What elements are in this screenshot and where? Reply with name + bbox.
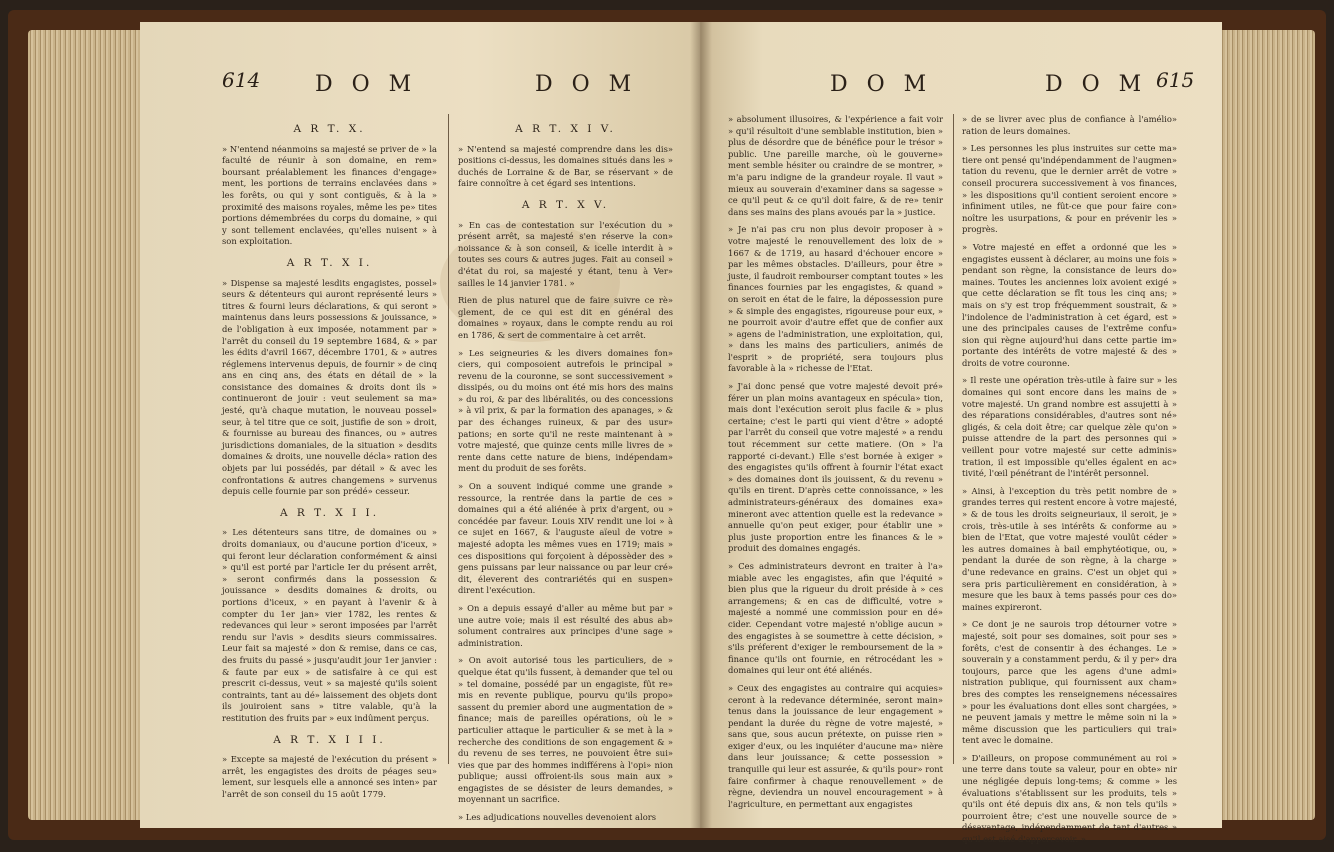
article-heading: A R T. X I I I. (273, 733, 386, 746)
article-heading: A R T. X I. (286, 256, 373, 269)
paragraph: » Je n'ai pas cru non plus devoir proposer à » votre majesté le renouvellement des loix de » 1667 & de 1719, au hasard d'échouer encore » par les mêmes obstacles. D'ailleurs, pour être » juste, il faudroit rembourser comptant toutes » les finances fournies par les engagistes, & quand » on seroit en état de le faire, la dépossession pure » & simple des engagistes, rigoureuse pour eux, » ne pourroit avoir d'autre effet que de confier aux » agens de l'administration, une exploitation, qui, » dans les mains des particuliers, animés de l'esprit » de propriété, sera toujours plus favorable à la » richesse de l'Etat. (728, 224, 943, 374)
paragraph: » N'entend sa majesté comprendre dans les dis» positions ci-dessus, les domaines situés dans les » duchés de Lorraine & de Bar, se réservant » de faire connoître à cet égard ses intentions. (458, 143, 673, 189)
article-heading: A R T. X. (293, 123, 366, 135)
book-gutter (690, 22, 712, 828)
column-rule (953, 114, 954, 764)
paragraph: » On avoit autorisé tous les particuliers, de » quelque état qu'ils fussent, à demander que tel ou » tel domaine, possédé par un engagiste, fût re» mis en revente publique, pourvu qu'ils propo» sassent du premier abord une augmentation de » finance; mais de pareilles opérations, où le » particulier attaque le particulier & se met à la » recherche des conditions de son engagement & » du revenu de ses terres, ne pouvoient être sui» vies que par des hommes indifférens à l'opi» nion publique; aussi offroient-ils sous main aux » engagistes de se désister de leurs demandes, » moyennant un sacrifice. (458, 655, 673, 805)
paragraph: » absolument illusoires, & l'expérience a fait voir » qu'il résultoit d'une semblable institution, bien » plus de désordre que de bénéfice pour le trésor » public. Une pareille marche, où le gouverne» ment semble hésiter ou craindre de se montrer, » m'a paru indigne de la grandeur royale. Il vaut » mieux au souverain d'examiner dans sa sagesse » ce qu'il peut & ce qu'il doit faire, & de re» tenir dans ses mains des plans avoués par la » justice. (728, 114, 943, 217)
text-column (458, 114, 673, 830)
left-page (140, 22, 700, 828)
text-column (222, 114, 437, 806)
article-heading: A R T. X V. (521, 198, 610, 211)
running-head: D O M (830, 72, 933, 97)
running-head: D O M (535, 72, 638, 97)
paragraph: » Il reste une opération très-utile à faire sur » les domaines qui sont encore dans les mains de » votre majesté. Un grand nombre est assujetti à » des réparations considérables, d'autres sont né» gligés, & cela doit être; car quelque zèle qu'on » puisse attendre de la part des personnes qui » veillent pour votre majesté sur cette adminis» tration, il est impossible qu'elles égalent en ac» tivité, l'œil pénétrant de l'intérêt personnel. (962, 375, 1177, 479)
page-number-right: 615 (1156, 68, 1195, 92)
paragraph: » N'entend néanmoins sa majesté se priver de » la faculté de réunir à son domaine, en rem» boursant préalablement les finances d'engage» ment, les portions de terrains enclavées dans » les forêts, ou qui y sont contiguës, & à la » proximité des maisons royales, même les pe» tites portions démembrées du corps du domaine, » qui y sont tellement enclavées, qu'elles nuisent » à son exploitation. (222, 143, 437, 247)
paragraph: » Les détenteurs sans titre, de domaines ou » droits domaniaux, ou d'aucune portion d'iceux, » qui feront leur déclaration conformément & ainsi » qu'il est porté par l'article Ier du présent arrêt, » seront confirmés dans la possession & jouissance » desdits domaines & droits, ou portions d'iceux, » en payant à l'avenir & à compter du 1er jan» vier 1782, les rentes & redevances qui leur » seront imposées par l'arrêt rendu sur l'avis » desdits sieurs commissaires. Leur fait sa majesté » don & remise, dans ce cas, des fruits du passé » jusqu'audit jour 1er janvier : & faute par eux » de satisfaire à ce qui est prescrit ci-dessus, veut » sa majesté qu'ils soient contraints, tant au dé» laissement des objets dont ils jouiroient sans » titre valable, qu'à la restitution des fruits par » eux indûment perçus. (222, 527, 437, 723)
paragraph: » de se livrer avec plus de confiance à l'amélio» ration de leurs domaines. (962, 114, 1177, 136)
text-column (962, 114, 1177, 852)
paragraph: » Votre majesté en effet a ordonné que les » engagistes eussent à déclarer, au moins une fois » pendant son règne, la consistance de leurs do» maines. Toutes les anciennes loix avoient exigé » que cette déclaration se fît tous les cinq ans; » mais on s'y est trop fréquemment soustrait, & » l'indolence de l'administration à cet égard, est » une des principales causes de l'extrême confu» sion qui règne aujourd'hui dans cette partie im» portante des intérêts de votre majesté & des » droits de votre couronne. (962, 241, 1177, 368)
running-head: D O M (315, 72, 418, 97)
paragraph: » Ce dont je ne saurois trop détourner votre » majesté, soit pour ses domaines, soit pour ses » forêts, c'est de consentir à des échanges. Le » souverain y a constamment perdu, & il y per» dra toujours, parce que les agens d'une admi» nistration publique, qui fournissent aux cham» bres des comptes les renseignemens nécessaires » pour les évaluations dont elles sont chargées, » ne peuvent jamais y mettre le même soin ni la » même discussion que les particuliers qui trai» tent avec le domaine. (962, 619, 1177, 746)
page-number-left: 614 (222, 68, 261, 92)
paragraph: » J'ai donc pensé que votre majesté devoit pré» férer un plan moins avantageux en spécula» tion, mais dont l'exécution seroit plus facile & » plus certaine; c'est le parti qui vient d'être » adopté par l'arrêt du conseil que votre majesté » a rendu tout récemment sur cette matiere. (On » l'a rapporté ci-devant.) Elle s'est bornée à exiger » des engagistes qu'ils offrent à fournir l'état exact » des domaines dont ils jouissent, & du revenu » qu'ils en tirent. D'après cette connoissance, » les administrateurs-généraux des domaines exa» mineront avec attention quelle est la redevance » annuelle qu'on peut exiger, pour établir une » plus juste proportion entre les finances & le » produit des domaines engagés. (728, 381, 943, 554)
paragraph: » Les adjudications nouvelles devenoient alors (458, 812, 657, 823)
right-page (700, 22, 1222, 845)
paragraph: » Dispense sa majesté lesdits engagistes, possel» seurs & détenteurs qui auront représenté leurs » titres & fourni leurs déclarations, & qui seront » maintenus dans leurs possessions & jouissance, » de l'obligation à eux imposée, notamment par » l'arrêt du conseil du 19 septembre 1684, & » par les édits d'avril 1667, décembre 1701, & » autres réglemens intervenus depuis, de fournir » de cinq ans en cinq ans, des états en détail de » la consistance des domaines & droits dont ils » continueront de jouir : veut seulement sa ma» jesté, qu'à chaque mutation, le nouveau possel» seur, à tel titre que ce soit, justifie de son » droit, & fournisse au bureau des finances, ou » autres jurisdictions domaniales, de la situation » desdits domaines & droits, une nouvelle décla» ration des objets par lui possédés, par détail » & avec les confrontations & autres changemens » survenus depuis celle fournie par son prédé» cesseur. (222, 277, 437, 497)
paragraph: » D'ailleurs, on propose communément au roi » une terre dans toute sa valeur, pour en obte» nir une négligée depuis long-tems; & comme » les évaluations s'établissent sur les produits, tels » qu'ils ont été depuis dix ans, & non tels qu'ils » pourroient être; c'est une nouvelle source de » désavantage, indépendamment de tant d'autres » qu'il est aisé d'appercevoir. » (962, 752, 1177, 845)
paragraph: » Ces administrateurs devront en traiter à l'a» miable avec les engagistes, afin que l'équité » bien plus que la rigueur du droit préside à » ces arrangemens; & en cas de difficulté, votre » majesté a nommé une commission pour en dé» cider. Cependant votre majesté n'oblige aucun » des engagistes à se soumettre à cette décision, » s'ils préferent d'exiger le remboursement de la » finance qu'ils ont fournie, en rétrocédant les » domaines qui leur ont été aliénés. (728, 560, 943, 676)
paragraph: » En cas de contestation sur l'exécution du » présent arrêt, sa majesté s'en réserve la con» noissance & à son conseil, & icelle interdit à » toutes ses cours & autres juges. Fait au conseil » d'état du roi, sa majesté y étant, tenu à Ver» sailles le 14 janvier 1781. » (458, 219, 673, 288)
paragraph: » Ceux des engagistes au contraire qui acquies» ceront à la redevance déterminée, seront main» tenus dans la jouissance de leur engagement » pendant la durée du règne de votre majesté, » sans que, sous aucun prétexte, on puisse rien » exiger d'eux, ou les inquiéter d'aucune ma» nière dans leur jouissance; & cette possession » tranquille qui leur est assurée, & qu'ils pour» ront faire confirmer à chaque renouvellement » de règne, deviendra un nouvel encouragement » à l'agriculture, en permettant aux engagistes (728, 682, 943, 809)
text-column (728, 114, 943, 816)
running-head: D O M (1045, 72, 1148, 97)
article-heading: A R T. X I I. (279, 506, 380, 519)
paragraph: Rien de plus naturel que de faire suivre ce rè» glement, de ce qui est dit en général des domaines » royaux, dans le compte rendu au roi en 1786, & sert de commentaire à cet arrêt. (458, 295, 673, 340)
paragraph: » Ainsi, à l'exception du très petit nombre de » grandes terres qui restent encore à votre majesté, » & de tous les droits seigneuriaux, il seroit, je » crois, très-utile à ses intérêts & conforme au » bien de l'Etat, que votre majesté voulût céder » les autres domaines à bail emphytéotique, ou, » pendant la durée de son règne, à la charge » d'une redevance en grains. C'est un objet qui » sera pris particulièrement en considération, à » mesure que les baux à tems passés pour ces do» maines expireront. (962, 485, 1177, 612)
page-edges-left (28, 30, 148, 820)
column-rule (448, 114, 449, 764)
paragraph: » Excepte sa majesté de l'exécution du présent » arrêt, les engagistes des droits de péages seu» lement, sur lesquels elle a annoncé ses inten» par l'arrêt de son conseil du 15 août 1779. (222, 754, 437, 799)
article-heading: A R T. X I V. (515, 123, 616, 135)
paragraph: » On a depuis essayé d'aller au même but par » une autre voie; mais il est résulté des abus ab» solument contraires aux principes d'une sage » administration. (458, 602, 673, 648)
paragraph: » Les personnes les plus instruites sur cette ma» tiere ont pensé qu'indépendamment de l'augmen» tation du revenu, que le dernier arrêt de votre » conseil procurera successivement à vos finances, » les dispositions qu'il contient seroient encore » infiniment utiles, ne fût-ce que pour faire con» noître les usurpations, & pour en prévenir les » progrès. (962, 143, 1177, 235)
paragraph: » On a souvent indiqué comme une grande » ressource, la rentrée dans la partie de ces » domaines qui a été aliénée à prix d'argent, ou » concédée par faveur. Louis XIV rendit une loi » à ce sujet en 1667, & l'auguste aïeul de votre » majesté adopta les mêmes vues en 1719; mais » ces dispositions qui forçoient à dépossèder des » gens puissans par leur naissance ou par leur cré» dit, éleverent des contrariétés qui en suspen» dirent l'exécution. (458, 481, 673, 596)
paragraph: » Les seigneuries & les divers domaines fon» ciers, qui composoient autrefois le principal » revenu de la couronne, se sont successivement » dissipés, ou du moins ont été mis hors des mains » du roi, & par des libéralités, ou des concessions » à vil prix, & par la formation des apanages, » & par des échanges ruineux, & par des usur» pations; en sorte qu'il ne reste maintenant à » votre majesté, que quinze cents mille livres de » rente dans cette nature de biens, indépendam» ment du produit de ses forêts. (458, 347, 673, 474)
